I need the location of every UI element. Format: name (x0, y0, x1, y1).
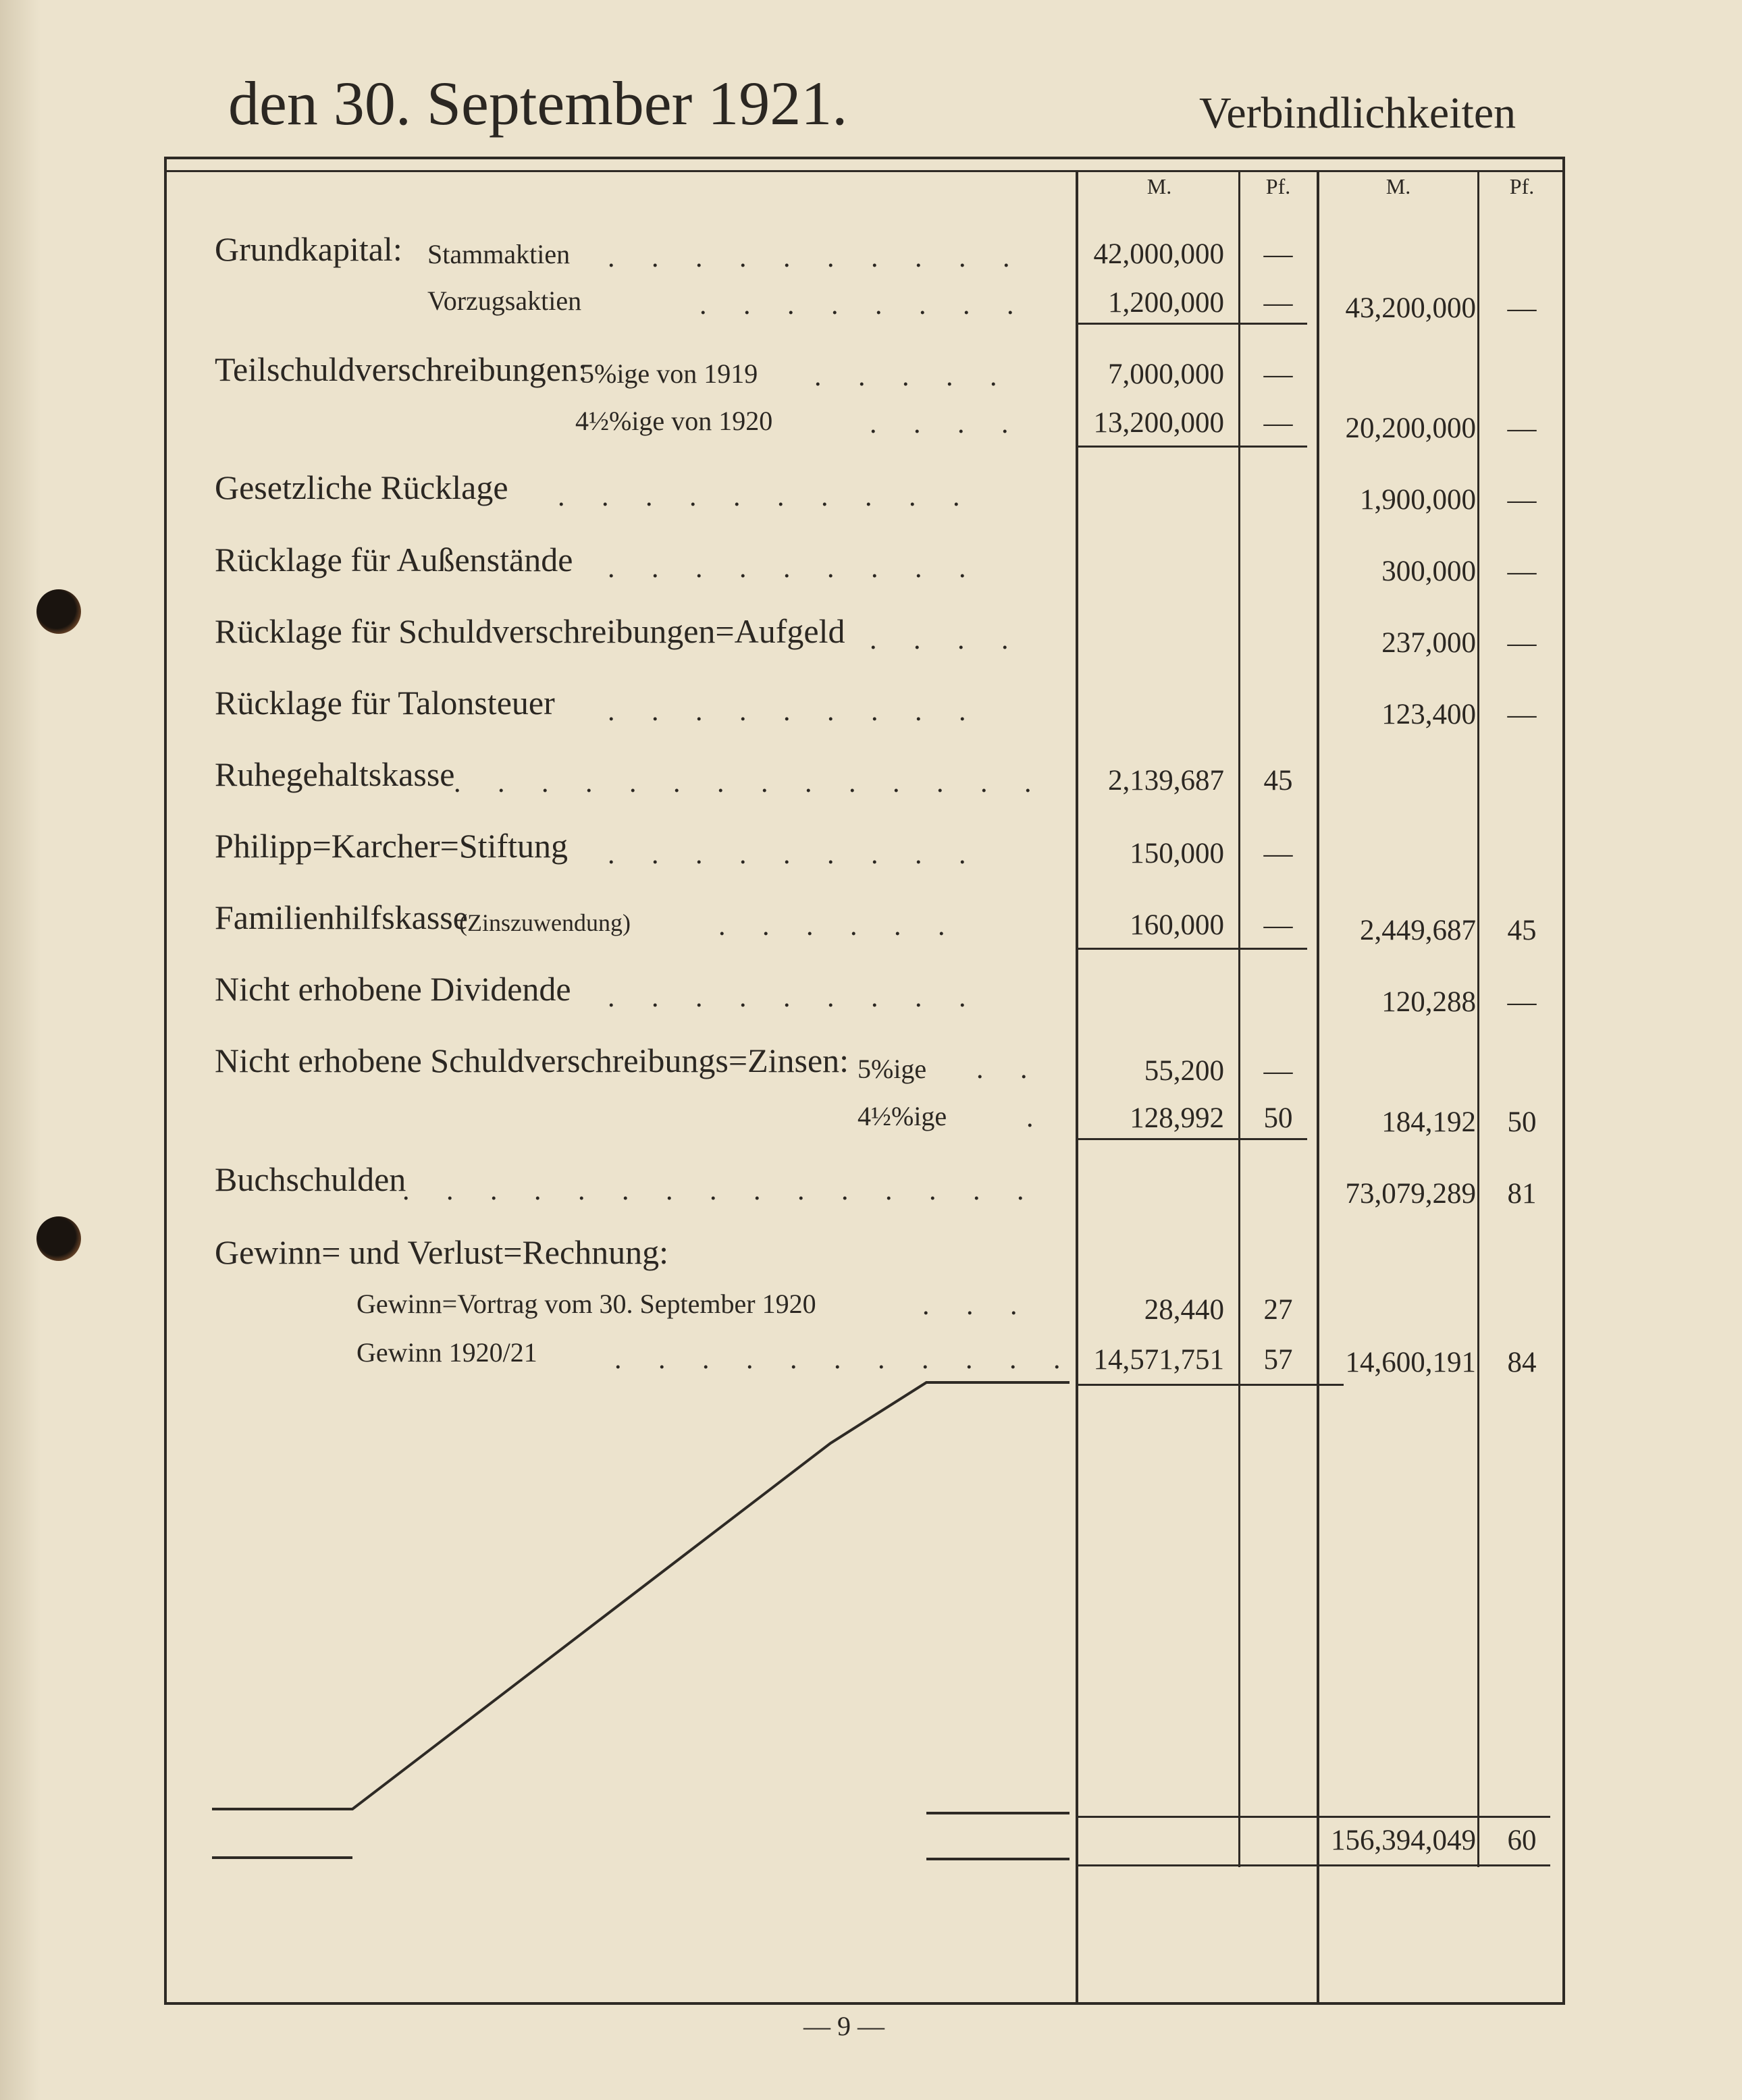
leader-dots: . . . . . . . . . . . (614, 1344, 1076, 1375)
leader-dots: . . . . . . . . . . . . . . (454, 768, 1047, 799)
value-m1: 7,000,000 (1108, 358, 1224, 390)
value-pf1: 27 (1263, 1294, 1293, 1326)
leader-dots: . . . . . . . . . (608, 982, 981, 1013)
leader-dots: . . . . . . . . . (608, 696, 981, 727)
row-label: Philipp=Karcher=Stiftung (215, 827, 568, 865)
leader-dots: . . . . . . . . . . (558, 481, 975, 512)
value-m1: 14,571,751 (1093, 1344, 1224, 1376)
col-header-pf2: Pf. (1509, 174, 1535, 198)
leader-dots: . . . . (870, 408, 1024, 439)
row-sublabel: 4½%ige von 1920 (575, 406, 773, 436)
row-sublabel: 5%ige (857, 1054, 927, 1084)
row-label: Familienhilfskasse (215, 898, 468, 936)
value-m2: 300,000 (1381, 556, 1476, 587)
value-pf2: — (1507, 292, 1537, 324)
value-m1: 42,000,000 (1093, 238, 1224, 270)
value-pf2: — (1507, 986, 1537, 1018)
value-m1: 55,200 (1144, 1055, 1224, 1087)
row-label: Grundkapital: (215, 230, 402, 268)
leader-dots: . . . . . (814, 361, 1012, 392)
value-m1: 128,992 (1130, 1102, 1224, 1134)
row-label: Rücklage für Talonsteuer (215, 684, 555, 722)
value-m2: 123,400 (1381, 699, 1476, 730)
value-m2: 73,079,289 (1345, 1178, 1476, 1210)
value-pf2: 50 (1507, 1106, 1537, 1138)
row-label: Teilschuldverschreibungen: (215, 350, 587, 388)
leader-dots: . . . (922, 1290, 1032, 1321)
row-label: Vorzugsaktien (427, 286, 582, 316)
value-pf1: — (1263, 838, 1293, 869)
row-label: Gewinn= und Verlust=Rechnung: (215, 1233, 669, 1271)
row-label: Buchschulden (215, 1160, 406, 1198)
row-label: Gewinn 1920/21 (357, 1337, 537, 1368)
value-pf2: — (1507, 412, 1537, 444)
col-header-pf1: Pf. (1265, 174, 1291, 198)
value-m2: 237,000 (1381, 627, 1476, 659)
row-sublabel: 4½%ige (857, 1101, 947, 1131)
col-header-m2: M. (1385, 174, 1411, 198)
value-pf1: 45 (1263, 765, 1293, 797)
value-m1: 150,000 (1130, 838, 1224, 869)
leader-dots: . (1026, 1102, 1049, 1133)
value-pf2: — (1507, 556, 1537, 587)
leader-dots: . . (976, 1054, 1042, 1085)
value-m1: 28,440 (1144, 1294, 1224, 1326)
row-label: Nicht erhobene Dividende (215, 970, 571, 1008)
value-m1: 13,200,000 (1093, 407, 1224, 439)
leader-dots: . . . . . . . . . . . . . . . (402, 1175, 1039, 1206)
leader-dots: . . . . (870, 624, 1024, 655)
row-label: Gewinn=Vortrag vom 30. September 1920 (357, 1289, 816, 1319)
leader-dots: . . . . . . . . . (608, 839, 981, 870)
leader-dots: . . . . . . (718, 911, 960, 942)
value-m1: 160,000 (1130, 909, 1224, 941)
row-sublabel: (Zinszuwendung) (459, 909, 631, 936)
value-pf2: — (1507, 484, 1537, 516)
leader-dots: . . . . . . . . . . (608, 242, 1025, 273)
value-pf2: 45 (1507, 915, 1537, 946)
value-pf1: — (1263, 287, 1293, 319)
value-m2: 184,192 (1381, 1106, 1476, 1138)
total-m2: 156,394,049 (1331, 1825, 1476, 1856)
value-pf1: — (1263, 1055, 1293, 1087)
value-m2: 1,900,000 (1360, 484, 1476, 516)
row-label: Rücklage für Schuldverschreibungen=Aufgeld (215, 612, 845, 650)
row-label: Ruhegehaltskasse (215, 755, 455, 793)
value-pf1: — (1263, 238, 1293, 270)
value-m2: 120,288 (1381, 986, 1476, 1018)
value-pf1: — (1263, 407, 1293, 439)
value-pf2: 84 (1507, 1347, 1537, 1378)
value-pf1: 50 (1263, 1102, 1293, 1134)
value-pf2: — (1507, 627, 1537, 659)
value-m1: 2,139,687 (1108, 765, 1224, 797)
col-header-m1: M. (1146, 174, 1172, 198)
row-label: Nicht erhobene Schuldverschreibungs=Zinsen: (215, 1042, 849, 1079)
leader-dots: . . . . . . . . (700, 290, 1029, 321)
value-m2: 2,449,687 (1360, 915, 1476, 946)
value-pf1: 57 (1263, 1344, 1293, 1376)
total-rule-top (1078, 1816, 1550, 1818)
value-m1: 1,200,000 (1108, 287, 1224, 319)
row-label: Stammaktien (427, 239, 571, 269)
value-m2: 14,600,191 (1345, 1347, 1476, 1378)
page-title: den 30. September 1921. (228, 69, 848, 138)
value-pf2: — (1507, 699, 1537, 730)
value-pf2: 81 (1507, 1178, 1537, 1210)
value-pf1: — (1263, 358, 1293, 390)
row-sublabel: 5%ige von 1919 (581, 358, 758, 389)
page-number: — 9 — (803, 2011, 885, 2041)
row-label: Rücklage für Außenstände (215, 541, 573, 578)
total-rule-bottom (1078, 1864, 1550, 1866)
value-pf1: — (1263, 909, 1293, 941)
value-m2: 20,200,000 (1345, 412, 1476, 444)
leader-dots: . . . . . . . . . (608, 553, 981, 584)
row-label: Gesetzliche Rücklage (215, 468, 508, 506)
section-title: Verbindlichkeiten (1199, 88, 1516, 138)
value-m2: 43,200,000 (1345, 292, 1476, 324)
total-pf2: 60 (1507, 1825, 1537, 1856)
